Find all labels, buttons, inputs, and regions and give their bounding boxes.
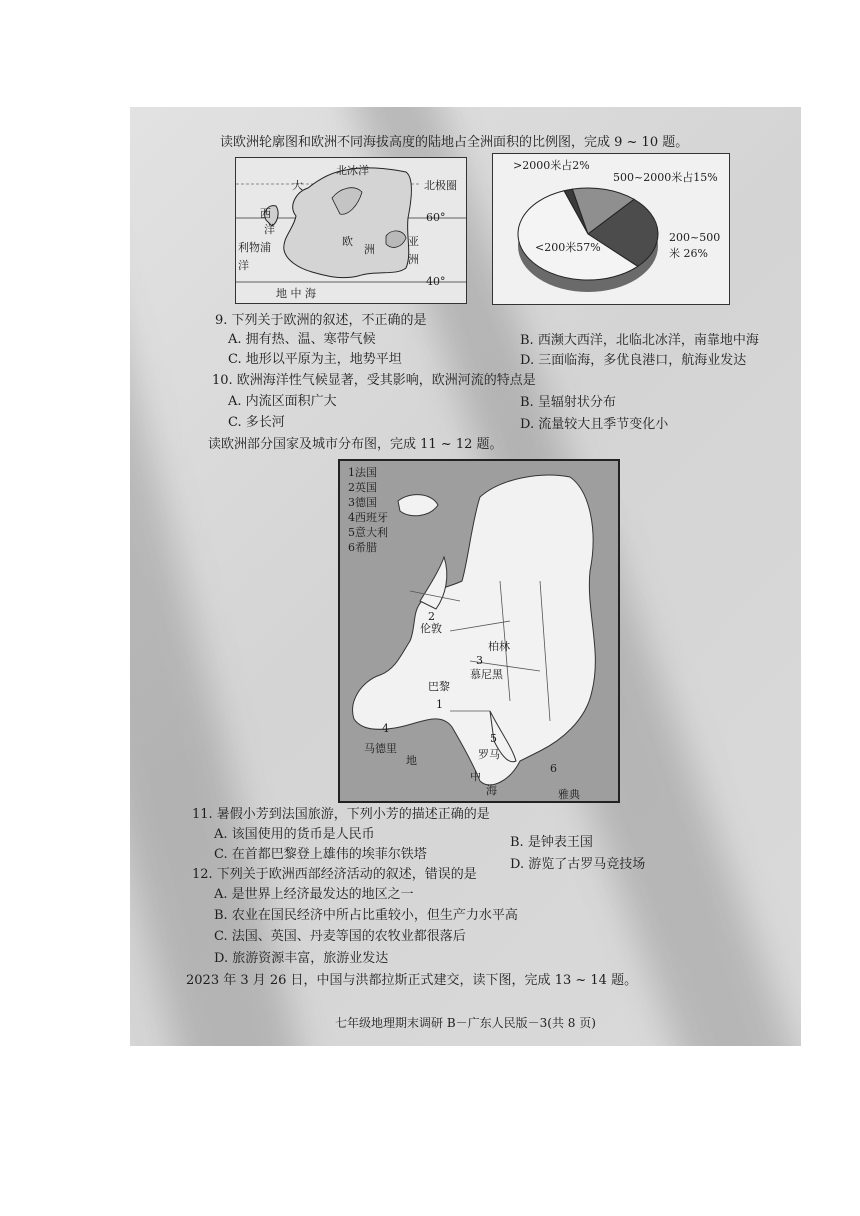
pie-label-under-200: <200米57% xyxy=(535,241,601,254)
q12-option-c[interactable]: C. 法国、英国、丹麦等国的农牧业都很落后 xyxy=(214,929,466,944)
q11-stem: 11. 暑假小芳到法国旅游，下列小芳的描述正确的是 xyxy=(192,807,490,822)
q9-stem: 9. 下列关于欧洲的叙述，不正确的是 xyxy=(215,313,427,328)
q9-option-b[interactable]: B. 西濒大西洋，北临北冰洋，南靠地中海 xyxy=(520,333,759,348)
label-arctic-ocean: 北冰洋 xyxy=(336,164,369,177)
sea-label-1: 地 xyxy=(406,754,417,767)
city-london: 伦敦 xyxy=(420,622,442,635)
label-asia-1: 亚 xyxy=(408,235,419,248)
number-4: 4 xyxy=(382,722,389,735)
europe-countries-map xyxy=(338,459,620,803)
legend-uk: 2英国 xyxy=(348,481,377,494)
label-europe-2: 洲 xyxy=(364,243,375,256)
sea-label-2: 中 xyxy=(470,770,481,783)
number-2: 2 xyxy=(428,610,435,623)
elevation-pie-chart xyxy=(492,153,730,305)
legend-france: 1法国 xyxy=(348,466,377,479)
legend-germany: 3德国 xyxy=(348,496,377,509)
pie-label-500-2000: 500~2000米占15% xyxy=(613,171,718,184)
q11-option-c[interactable]: C. 在首都巴黎登上雄伟的埃菲尔铁塔 xyxy=(214,847,427,862)
label-atlantic-2: 西 xyxy=(260,207,271,220)
number-1: 1 xyxy=(436,698,443,711)
label-atlantic-1: 大 xyxy=(292,179,303,192)
label-atlantic-3: 洋 xyxy=(264,223,275,236)
label-atlantic-5: 洋 xyxy=(238,259,249,272)
exam-page xyxy=(130,107,801,1046)
number-3: 3 xyxy=(476,654,483,667)
legend-greece: 6希腊 xyxy=(348,541,377,554)
label-lat-40: 40° xyxy=(426,275,446,288)
label-asia-2: 洲 xyxy=(408,253,419,266)
q11-option-b[interactable]: B. 是钟表王国 xyxy=(510,835,593,850)
q9-option-d[interactable]: D. 三面临海，多优良港口，航海业发达 xyxy=(520,353,747,368)
q10-option-b[interactable]: B. 呈辐射状分布 xyxy=(520,395,616,410)
label-arctic-circle: 北极圈 xyxy=(424,179,457,192)
number-6: 6 xyxy=(550,762,557,775)
q10-stem: 10. 欧洲海洋性气候显著，受其影响，欧洲河流的特点是 xyxy=(212,373,536,388)
q10-option-c[interactable]: C. 多长河 xyxy=(228,415,285,430)
intro-11-12: 读欧洲部分国家及城市分布图，完成 11 ~ 12 题。 xyxy=(208,437,503,452)
legend-italy: 5意大利 xyxy=(348,526,388,539)
q12-option-a[interactable]: A. 是世界上经济最发达的地区之一 xyxy=(214,887,414,902)
label-atlantic-4: 利物浦 xyxy=(238,241,271,254)
number-5: 5 xyxy=(490,732,497,745)
pie-label-over-2000: >2000米占2% xyxy=(513,159,590,172)
q11-option-d[interactable]: D. 游览了古罗马竞技场 xyxy=(510,857,646,872)
q11-option-a[interactable]: A. 该国使用的货币是人民币 xyxy=(214,827,375,842)
city-rome: 罗马 xyxy=(478,748,500,761)
page-footer: 七年级地理期末调研 B－广东人民版－3(共 8 页) xyxy=(335,1016,596,1030)
city-athens: 雅典 xyxy=(558,788,580,801)
label-mediterranean: 地 中 海 xyxy=(276,287,316,300)
q9-option-a[interactable]: A. 拥有热、温、寒带气候 xyxy=(228,332,376,347)
city-munich: 慕尼黑 xyxy=(470,668,503,681)
q10-option-a[interactable]: A. 内流区面积广大 xyxy=(228,394,337,409)
map-legend xyxy=(348,465,388,555)
city-paris: 巴黎 xyxy=(428,680,450,693)
q12-option-b[interactable]: B. 农业在国民经济中所占比重较小，但生产力水平高 xyxy=(214,908,518,923)
sea-label-3: 海 xyxy=(486,784,497,797)
legend-spain: 4西班牙 xyxy=(348,511,388,524)
label-lat-60: 60° xyxy=(426,211,446,224)
label-europe-1: 欧 xyxy=(342,235,353,248)
q9-option-c[interactable]: C. 地形以平原为主，地势平坦 xyxy=(228,352,402,367)
intro-9-10: 读欧洲轮廓图和欧洲不同海拔高度的陆地占全洲面积的比例图，完成 9 ~ 10 题。 xyxy=(220,135,689,150)
q12-option-d[interactable]: D. 旅游资源丰富，旅游业发达 xyxy=(214,951,389,966)
city-berlin: 柏林 xyxy=(488,640,510,653)
intro-13-14: 2023 年 3 月 26 日，中国与洪都拉斯正式建交，读下图，完成 13 ~ 14 题。 xyxy=(186,973,638,988)
q10-option-d[interactable]: D. 流量较大且季节变化小 xyxy=(520,417,669,432)
city-madrid: 马德里 xyxy=(364,742,397,755)
europe-outline-map xyxy=(235,157,467,304)
pie-label-200-500: 200~500米 26% xyxy=(669,231,721,260)
q12-stem: 12. 下列关于欧洲西部经济活动的叙述，错误的是 xyxy=(192,867,477,882)
